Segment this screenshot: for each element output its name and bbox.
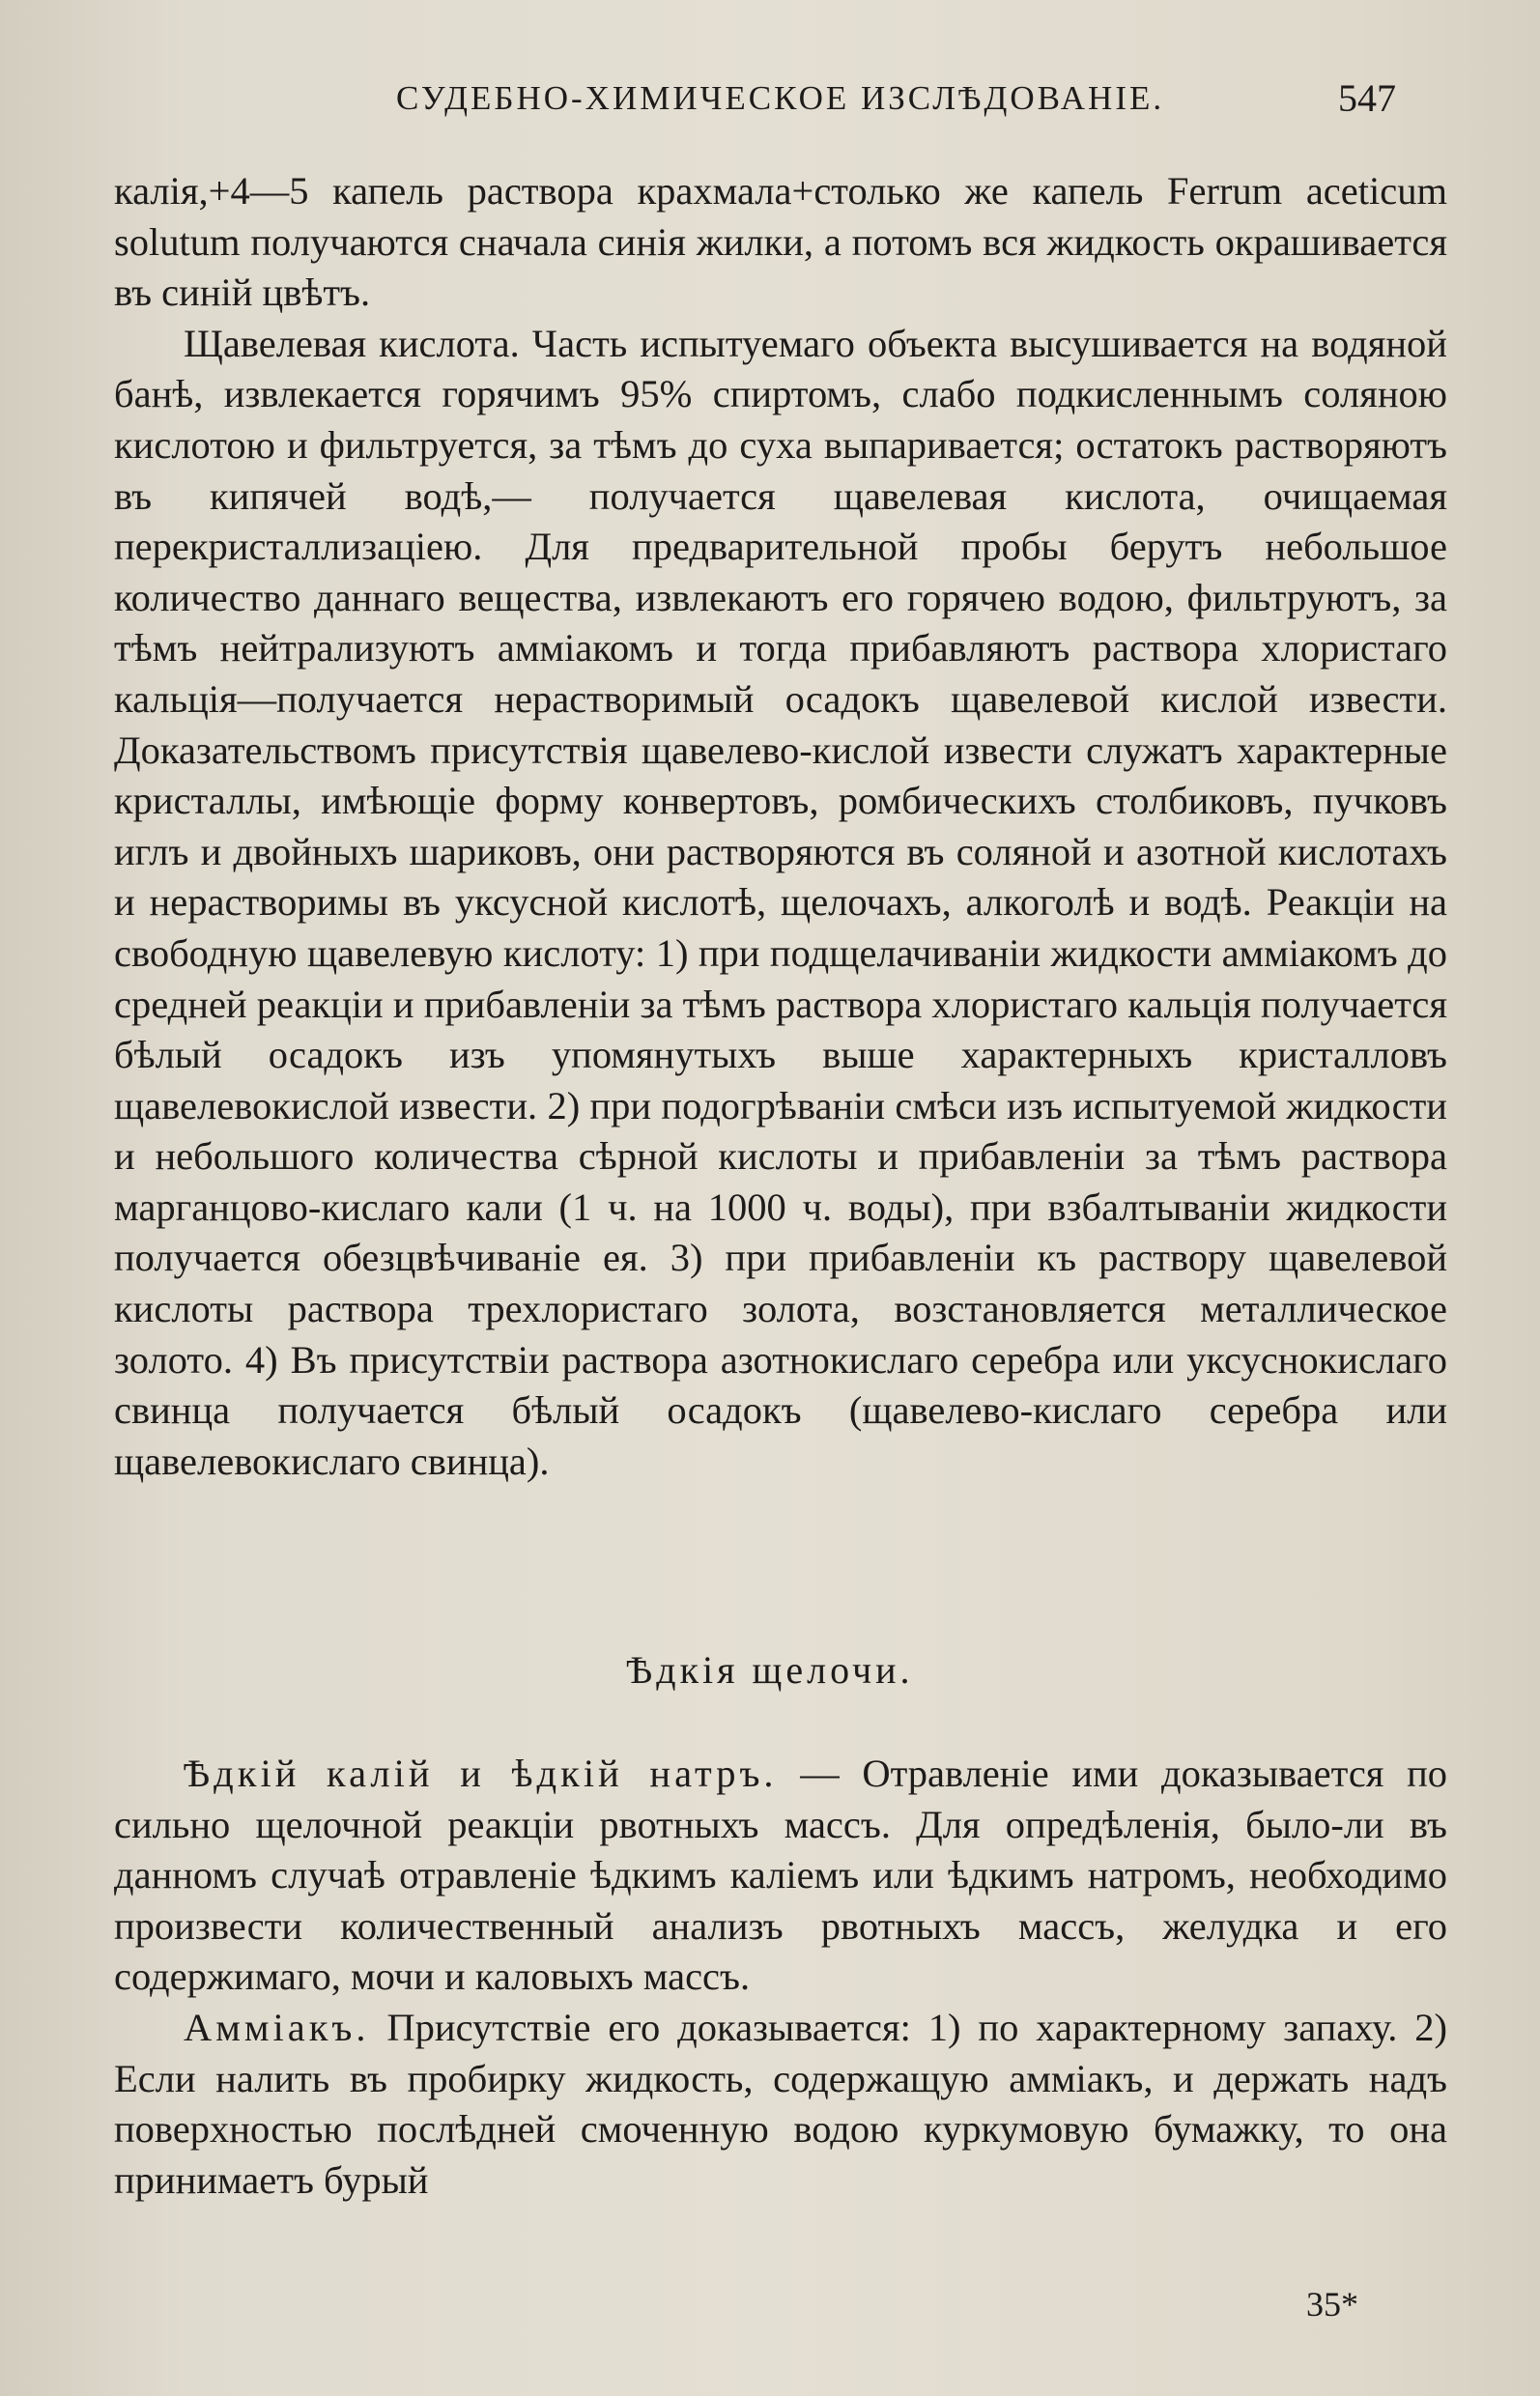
run-in-heading-caustic: Ѣдкій калій и ѣдкій натръ. — [184, 1752, 778, 1795]
paragraph-oxalic-acid: Щавелевая кислота. Часть испытуемаго объекта высушивается на водяной банѣ, извлекается горячимъ 95% спиртомъ, слабо подкисленнымъ соляною кислотою и фильтруется, за тѣмъ до суха выпаривается; остатокъ растворяютъ въ кипячей водѣ,— получается щавелевая кислота, очищаемая перекристаллизаціею. Для предварительной пробы берутъ небольшое количество даннаго вещества, извлекаютъ его горячею водою, фильтруютъ, за тѣмъ нейтрализуютъ амміакомъ и тогда прибавляютъ раствора хлористаго кальція—получается нерастворимый осадокъ щавелевой кислой извести. Доказательствомъ присутствія щавелево-кислой извести служатъ характерные кристаллы, имѣющіе форму конвертовъ, ромбическихъ столбиковъ, пучковъ иглъ и двойныхъ шариковъ, они растворяются въ соляной и азотной кислотахъ и нерастворимы въ уксусной кислотѣ, щелочахъ, алкоголѣ и водѣ. Реакціи на свободную щавелевую кислоту: 1) при подщелачиваніи жидкости амміакомъ до средней реакціи и прибавленіи за тѣмъ раствора хлористаго кальція получается бѣлый осадокъ изъ упомянутыхъ выше характерныхъ кристалловъ щавелевокислой извести. 2) при подогрѣваніи смѣси изъ испытуемой жидкости и небольшого количества сѣрной кислоты и прибавленіи за тѣмъ раствора марганцово-кислаго кали (1 ч. на 1000 ч. воды), при взбалтываніи жидкости получается обезцвѣчиваніе ея. 3) при прибавленіи къ раствору щавелевой кислоты раствора трехлористаго золота, возстановляется металлическое золото. 4) Въ присутствіи раствора азотнокислаго серебра или уксуснокислаго свинца получается бѣлый осадокъ (щавелево-кислаго серебра или щавелевокислаго свинца). — [114, 321, 1447, 1483]
section-heading: Ѣдкія щелочи. — [626, 1648, 914, 1692]
paragraph-caustic-text: — Отравленіе ими доказывается по сильно щелочной реакціи рвотныхъ массъ. Для опредѣленія, было-ли въ данномъ случаѣ отравленіе ѣдкимъ каліемъ или ѣдкимъ натромъ, необходимо произвести количественный анализъ рвотныхъ массъ, желудка и его содержимаго, мочи и каловыхъ массъ. — [114, 1752, 1447, 1999]
paragraph-ammonia-text: Присутствіе его доказывается: 1) по характерному запаху. 2) Если налить въ пробирку жидкость, содержащую амміакъ, и держать надъ поверхностью послѣдней смоченную водою куркумовую бумажку, то она принимаетъ бурый — [114, 2005, 1447, 2202]
paragraph-caustic-alkalis — [114, 1749, 1447, 2003]
text-block-top — [114, 166, 1447, 1487]
page-number: 547 — [1338, 76, 1396, 120]
paragraph-ammonia — [114, 2003, 1447, 2206]
text-block-bottom — [114, 1749, 1447, 2206]
paragraph-continuation: калія,+4—5 капель раствора крахмала+столько же капель Ferrum aceticum solutum получаются сначала синія жилки, а потомъ вся жидкость окрашивается въ синій цвѣтъ. — [114, 169, 1447, 315]
running-head: СУДЕБНО-ХИМИЧЕСКОЕ ИЗСЛѢДОВАНІЕ. — [396, 79, 1165, 117]
run-in-heading-ammonia: Амміакъ. — [184, 2005, 370, 2049]
signature-mark: 35* — [1306, 2285, 1358, 2324]
